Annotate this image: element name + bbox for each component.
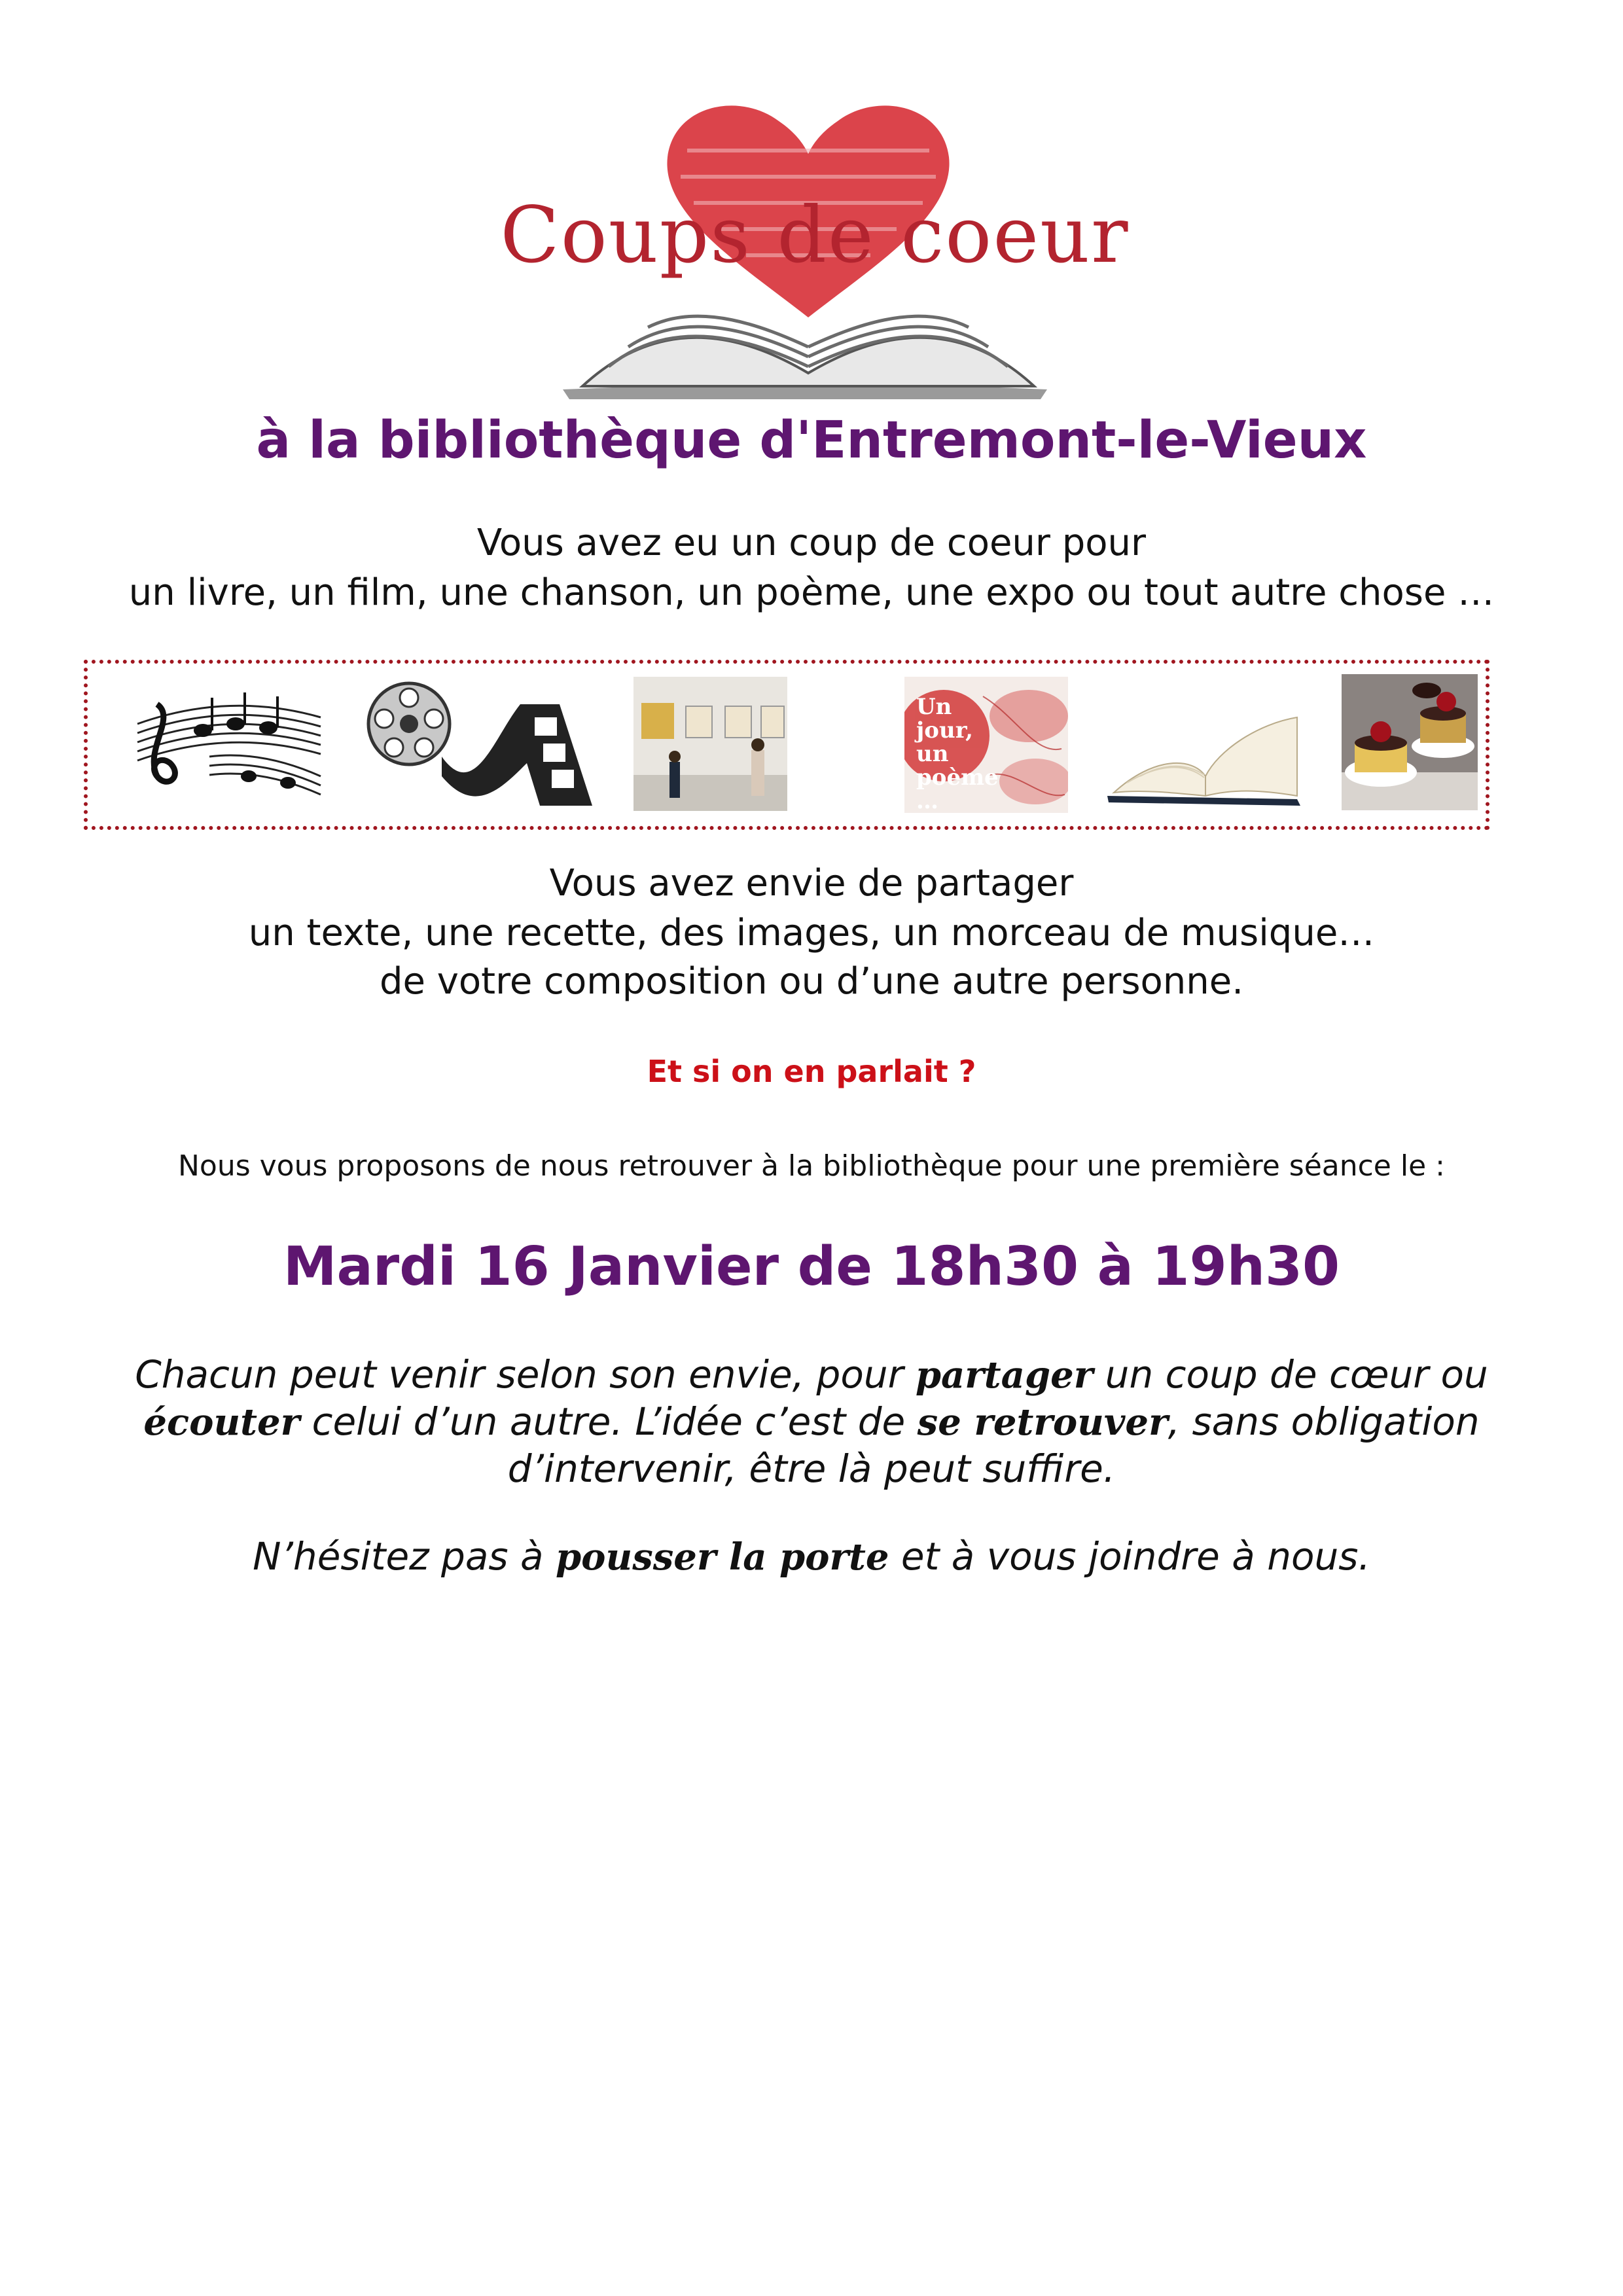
music-notes-icon bbox=[131, 678, 327, 809]
logo-text: Coups de coeur bbox=[500, 190, 1130, 280]
open-book-image bbox=[1101, 678, 1307, 809]
art-exhibition-image bbox=[633, 677, 787, 811]
question-heading: Et si on en parlait ? bbox=[647, 1054, 976, 1089]
paragraph-line-2: écouter celui d’un autre. L’idée c’est de se retrouver, sans obligation bbox=[143, 1399, 1480, 1444]
intro-line-2: un livre, un film, une chanson, un poème, une expo ou tout autre chose … bbox=[128, 571, 1495, 614]
share-line-3: de votre composition ou d’une autre personne. bbox=[379, 960, 1244, 1003]
paragraph-line-1: Chacun peut venir selon son envie, pour partager un coup de cœur ou bbox=[135, 1352, 1488, 1397]
intro-line-1: Vous avez eu un coup de coeur pour bbox=[476, 522, 1147, 564]
dessert-image bbox=[1342, 674, 1478, 810]
poem-cover-title: Un jour, un poème … bbox=[916, 694, 999, 814]
film-reel-icon bbox=[363, 678, 599, 809]
invitation-line: N’hésitez pas à pousser la porte et à vous joindre à nous. bbox=[253, 1534, 1370, 1579]
share-line-1: Vous avez envie de partager bbox=[549, 862, 1074, 905]
paragraph-line-3: d’intervenir, être là peut suffire. bbox=[507, 1446, 1116, 1491]
proposal-text: Nous vous proposons de nous retrouver à la bibliothèque pour une première séance le : bbox=[178, 1149, 1445, 1183]
open-book-icon bbox=[563, 316, 1047, 399]
share-line-2: un texte, une recette, des images, un morceau de musique… bbox=[248, 912, 1375, 954]
library-title: à la bibliothèque d'Entremont-le-Vieux bbox=[256, 411, 1367, 470]
event-date: Mardi 16 Janvier de 18h30 à 19h30 bbox=[283, 1236, 1340, 1298]
